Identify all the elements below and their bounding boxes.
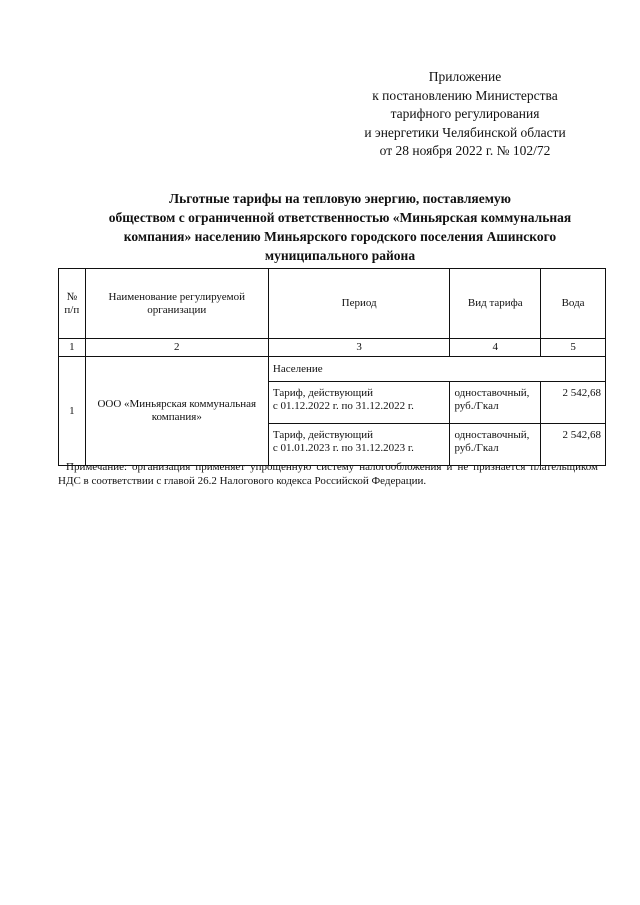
title-line: Льготные тарифы на тепловую энергию, поставляемую [169, 191, 511, 206]
index-cell: 4 [450, 339, 541, 357]
header-num: № п/п [59, 269, 86, 339]
period-label: Тариф, действующий [272, 387, 374, 399]
title-line: компания» населению Миньярского городского поселения Ашинского [123, 229, 557, 244]
period-dates: с 01.12.2022 г. по 31.12.2022 г. [272, 400, 414, 412]
footnote: Примечание: организация применяет упрощенную систему налогообложения и не признается плательщиком НДС в соответствии с главой 26.2 Налогового кодекса Российской Федерации. [58, 461, 598, 487]
water-value: 2 542,68 [541, 424, 606, 466]
tariff-table [58, 268, 606, 466]
title-line: обществом с ограниченной ответственностью «Миньярская коммунальная [108, 210, 572, 225]
index-cell: 5 [541, 339, 606, 357]
entry-group-label: Население [268, 357, 605, 382]
index-cell: 2 [85, 339, 268, 357]
entry-num: 1 [59, 357, 86, 466]
index-cell: 3 [268, 339, 450, 357]
period-dates: с 01.01.2023 г. по 31.12.2023 г. [272, 442, 414, 454]
header-period: Период [268, 269, 450, 339]
entry-org: ООО «Миньярская коммунальная компания» [85, 357, 268, 466]
table-row-group [59, 357, 606, 382]
header-kind: Вид тарифа [450, 269, 541, 339]
header-water: Вода [541, 269, 606, 339]
appendix-line: тарифного регулирования [390, 106, 540, 121]
appendix-line: Приложение [428, 69, 502, 84]
index-cell: 1 [59, 339, 86, 357]
title-line: муниципального района [264, 248, 416, 263]
appendix-line: от 28 ноября 2022 г. № 102/72 [379, 143, 551, 158]
tariff-kind: одноставочный, руб./Гкал [450, 424, 541, 466]
table-header-row [59, 269, 606, 339]
document-title [40, 189, 640, 265]
tariff-kind: одноставочный, руб./Гкал [450, 382, 541, 424]
appendix-line: к постановлению Министерства [372, 87, 558, 103]
water-value: 2 542,68 [541, 382, 606, 424]
period-cell [268, 382, 450, 424]
appendix-block [300, 68, 630, 161]
header-org: Наименование регулируемой организации [85, 269, 268, 339]
period-label: Тариф, действующий [272, 429, 374, 441]
table-index-row [59, 339, 606, 357]
appendix-line: и энергетики Челябинской области [364, 124, 566, 140]
